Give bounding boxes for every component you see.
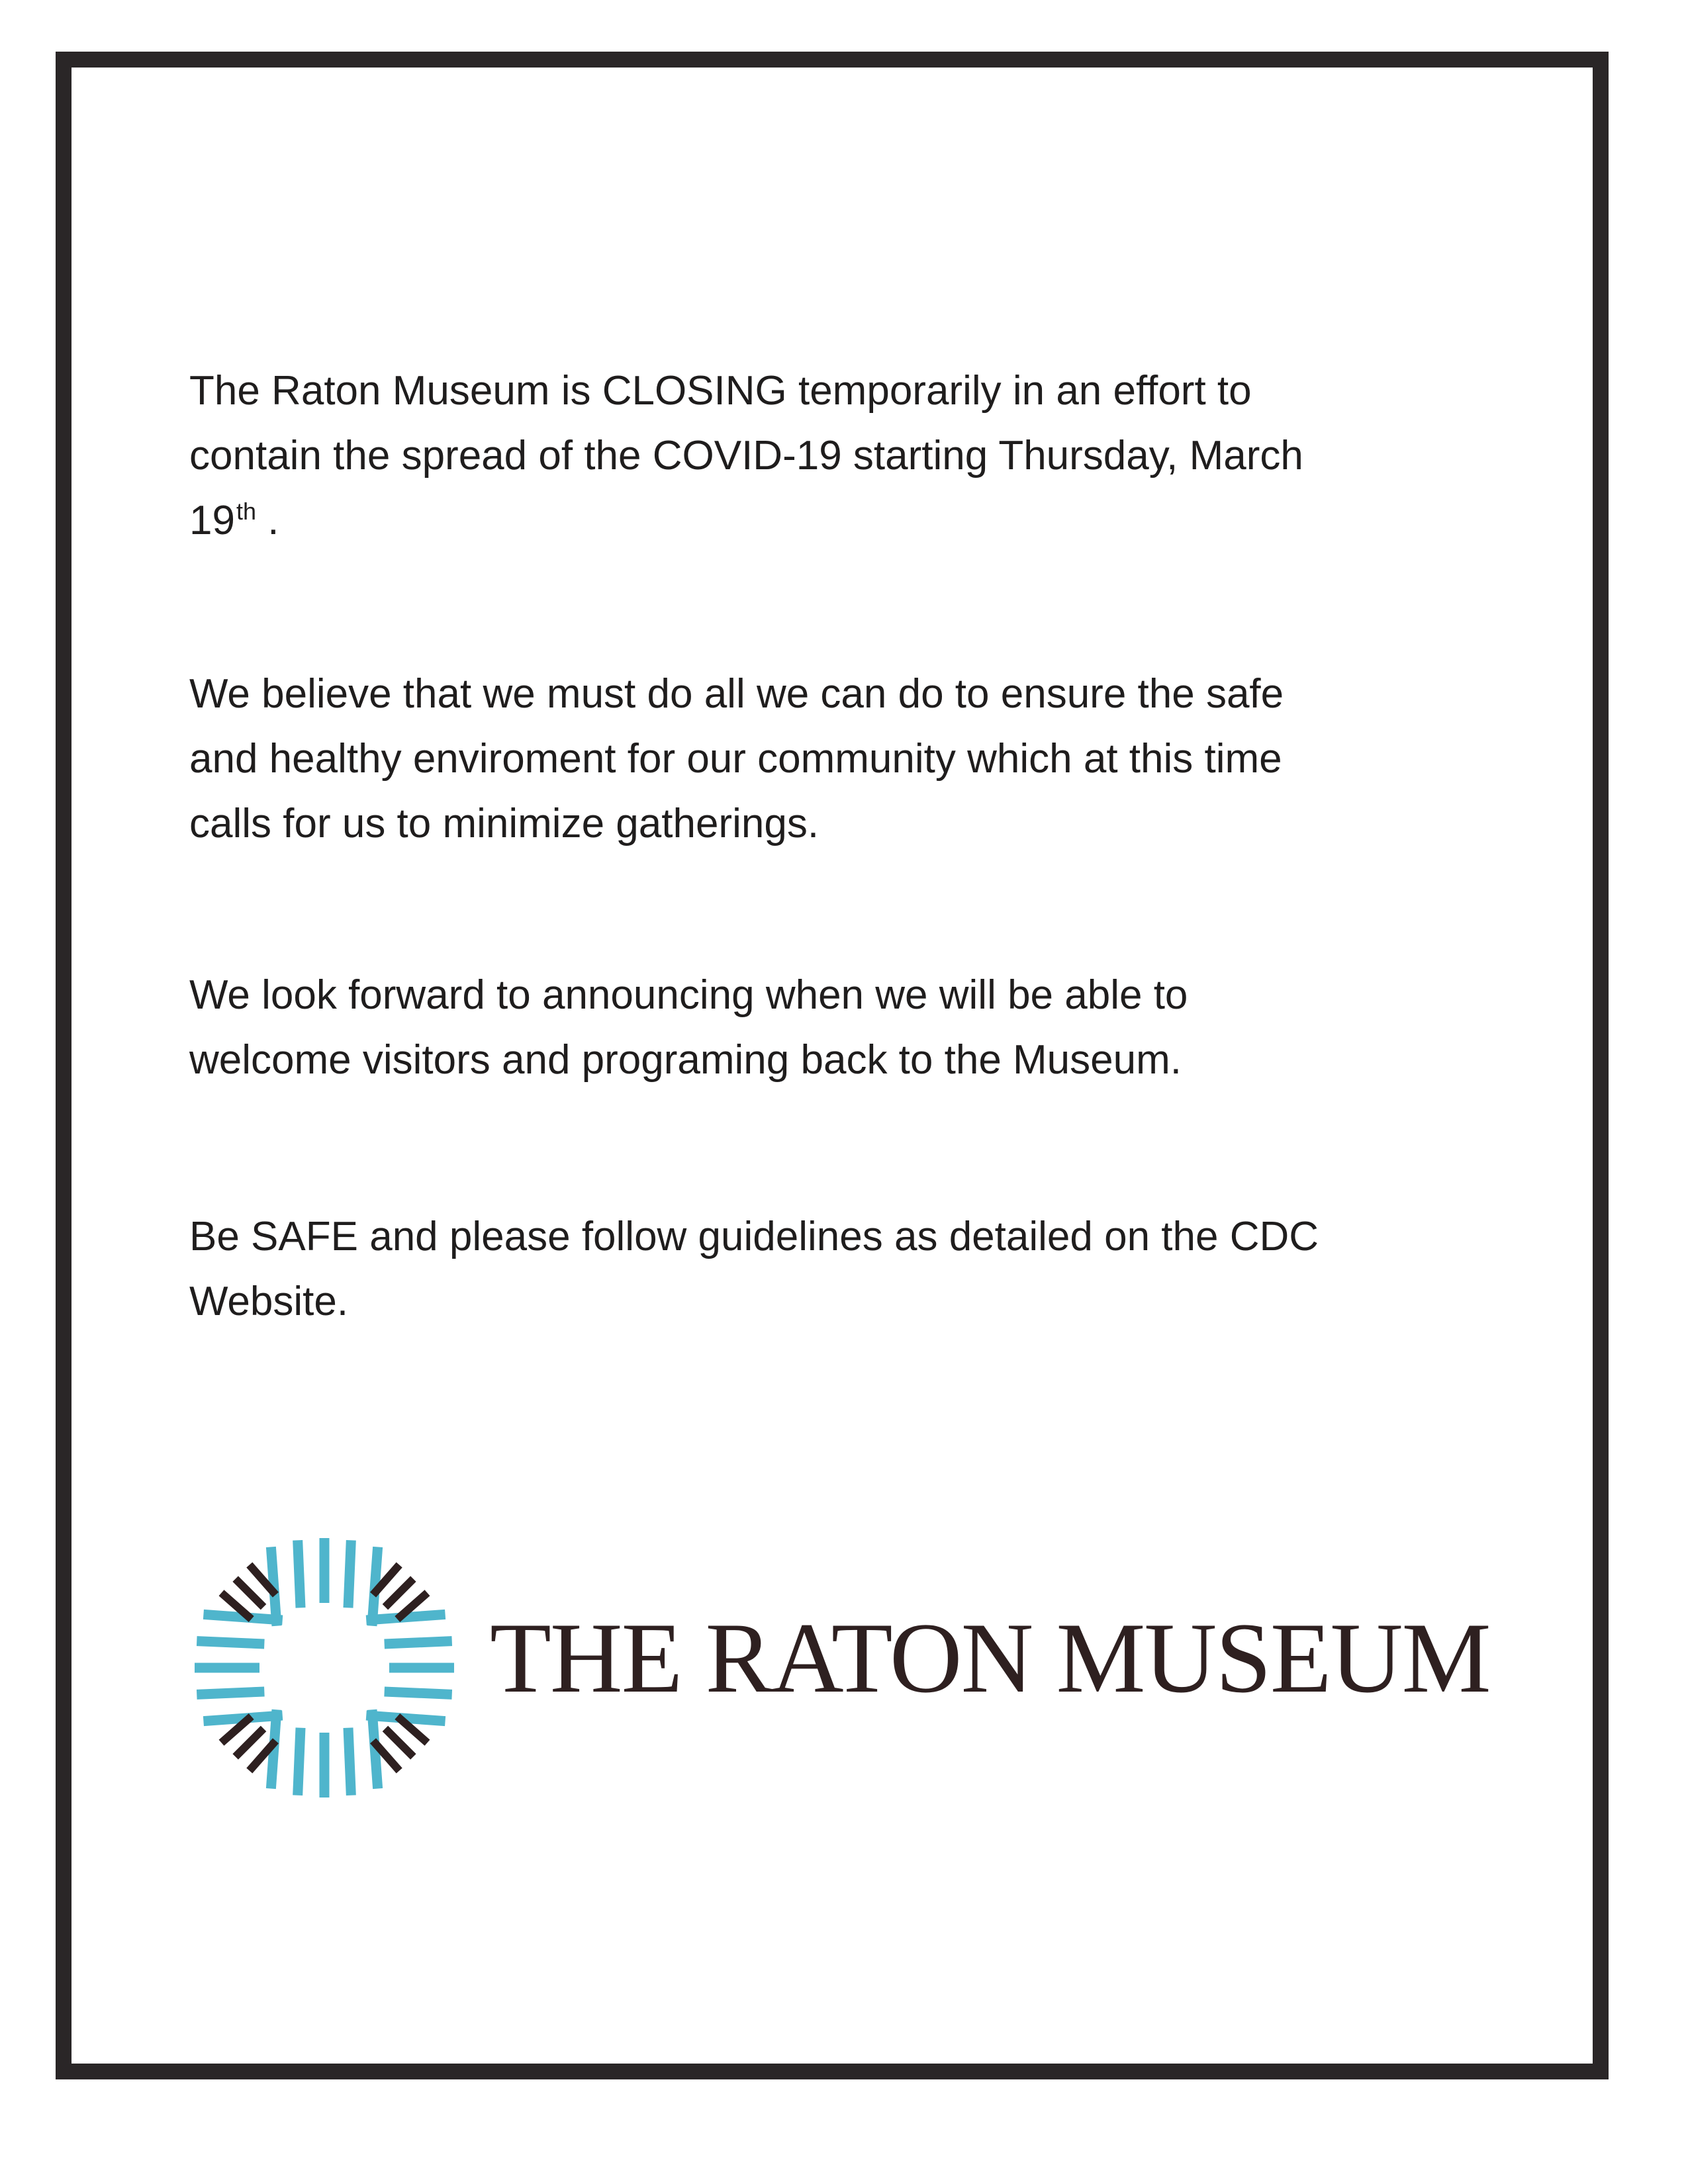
sun-stripes-logo-icon xyxy=(179,1522,470,1813)
date-day: 19 xyxy=(189,498,235,543)
reopening-paragraph xyxy=(189,963,1487,1093)
logo-ray xyxy=(236,1579,263,1607)
text-line: calls for us to minimize gatherings. xyxy=(189,801,820,846)
logo-stripe xyxy=(298,1728,301,1796)
closing-notice-paragraph xyxy=(189,359,1487,553)
text-line: Be SAFE and please follow guidelines as detailed on the CDC xyxy=(189,1214,1319,1259)
logo-stripes xyxy=(195,1538,454,1797)
logo-stripe xyxy=(197,1641,264,1644)
text-line: We believe that we must do all we can do to ensure the safe xyxy=(189,671,1284,717)
safety-paragraph xyxy=(189,662,1487,856)
logo-ray xyxy=(385,1729,413,1756)
logo-ray xyxy=(385,1579,413,1607)
logo-ray xyxy=(236,1729,263,1756)
guidelines-paragraph xyxy=(189,1205,1487,1334)
date-tail: . xyxy=(256,498,279,543)
logo-stripe xyxy=(348,1540,351,1608)
text-line: Website. xyxy=(189,1279,349,1324)
logo-stripe xyxy=(348,1728,351,1796)
date-ordinal-suffix: th xyxy=(236,498,256,525)
text-line: The Raton Museum is CLOSING temporarily in an effort to xyxy=(189,368,1252,414)
museum-wordmark: THE RATON MUSEUM xyxy=(490,1602,1490,1713)
text-line: welcome visitors and programing back to the Museum. xyxy=(189,1037,1182,1083)
text-line: and healthy enviroment for our community which at this time xyxy=(189,736,1282,782)
logo-stripe xyxy=(385,1692,452,1694)
logo-graphic xyxy=(179,1522,470,1813)
logo-stripe xyxy=(197,1692,264,1694)
text-line: We look forward to announcing when we will be able to xyxy=(189,972,1188,1018)
text-line: contain the spread of the COVID-19 starting Thursday, March xyxy=(189,433,1303,478)
logo-stripe xyxy=(385,1641,452,1644)
text-line-date xyxy=(189,488,1487,553)
logo-stripe xyxy=(298,1540,301,1608)
